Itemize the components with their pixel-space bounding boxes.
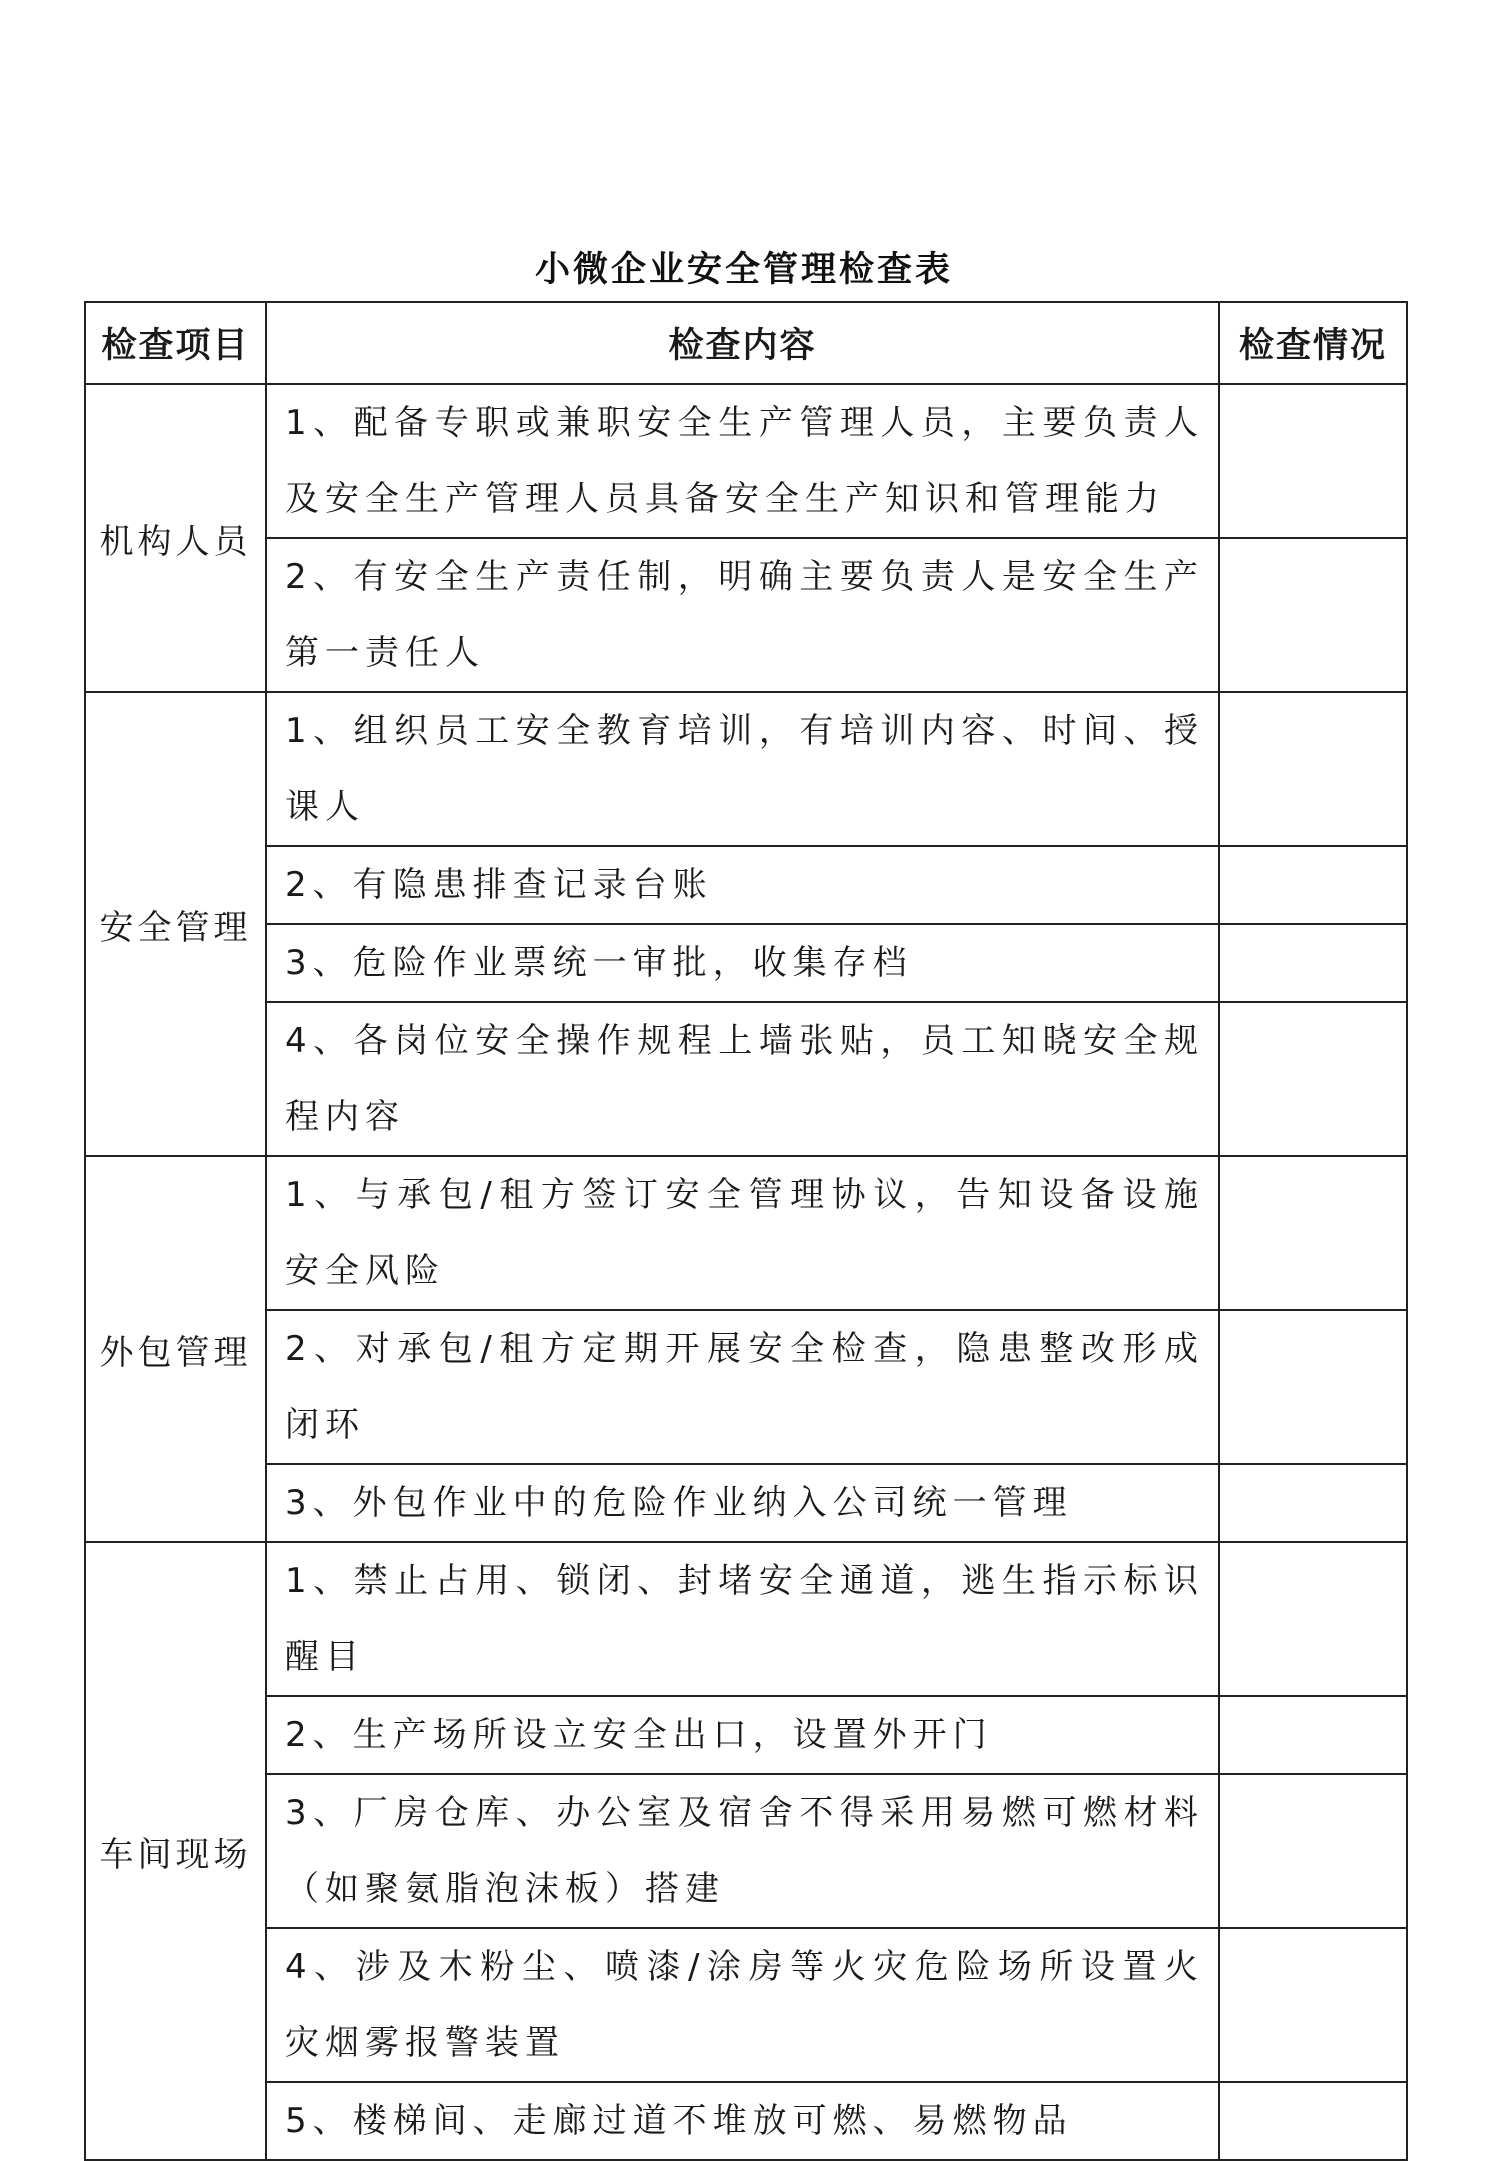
table-row xyxy=(85,1310,1407,1464)
check-content: 3、厂房仓库、办公室及宿舍不得采用易燃可燃材料（如聚氨脂泡沫板）搭建 xyxy=(266,1774,1219,1928)
table-row xyxy=(85,538,1407,692)
table-row xyxy=(85,692,1407,846)
check-status-cell[interactable] xyxy=(1219,846,1407,924)
check-content: 4、各岗位安全操作规程上墙张贴，员工知晓安全规程内容 xyxy=(266,1002,1219,1156)
table-row xyxy=(85,1774,1407,1928)
group-name: 安全管理 xyxy=(85,692,266,1156)
check-content: 5、楼梯间、走廊过道不堆放可燃、易燃物品 xyxy=(266,2082,1219,2160)
check-content: 2、对承包/租方定期开展安全检查，隐患整改形成闭环 xyxy=(266,1310,1219,1464)
check-content: 2、有隐患排查记录台账 xyxy=(266,846,1219,924)
table-row xyxy=(85,1928,1407,2082)
check-status-cell[interactable] xyxy=(1219,1542,1407,1696)
check-status-cell[interactable] xyxy=(1219,692,1407,846)
table-row xyxy=(85,1002,1407,1156)
check-status-cell[interactable] xyxy=(1219,538,1407,692)
table-row xyxy=(85,1542,1407,1696)
table-row xyxy=(85,846,1407,924)
check-content: 1、与承包/租方签订安全管理协议，告知设备设施安全风险 xyxy=(266,1156,1219,1310)
header-content: 检查内容 xyxy=(266,302,1219,384)
check-status-cell[interactable] xyxy=(1219,1464,1407,1542)
check-content: 3、危险作业票统一审批，收集存档 xyxy=(266,924,1219,1002)
check-content: 2、有安全生产责任制，明确主要负责人是安全生产第一责任人 xyxy=(266,538,1219,692)
table-row xyxy=(85,384,1407,538)
inspection-table xyxy=(84,301,1408,2161)
check-content: 1、组织员工安全教育培训，有培训内容、时间、授课人 xyxy=(266,692,1219,846)
check-content: 1、禁止占用、锁闭、封堵安全通道，逃生指示标识醒目 xyxy=(266,1542,1219,1696)
header-item: 检查项目 xyxy=(85,302,266,384)
header-status: 检查情况 xyxy=(1219,302,1407,384)
document-title: 小微企业安全管理检查表 xyxy=(534,250,953,290)
group-name: 车间现场 xyxy=(85,1542,266,2160)
check-status-cell[interactable] xyxy=(1219,1156,1407,1310)
table-row xyxy=(85,1156,1407,1310)
check-status-cell[interactable] xyxy=(1219,1696,1407,1774)
check-status-cell[interactable] xyxy=(1219,1002,1407,1156)
check-status-cell[interactable] xyxy=(1219,2082,1407,2160)
check-content: 2、生产场所设立安全出口，设置外开门 xyxy=(266,1696,1219,1774)
table-header-row xyxy=(85,302,1407,384)
check-content: 3、外包作业中的危险作业纳入公司统一管理 xyxy=(266,1464,1219,1542)
check-status-cell[interactable] xyxy=(1219,1774,1407,1928)
check-status-cell[interactable] xyxy=(1219,1310,1407,1464)
group-name: 机构人员 xyxy=(85,384,266,692)
check-status-cell[interactable] xyxy=(1219,384,1407,538)
table-row xyxy=(85,2082,1407,2160)
check-content: 1、配备专职或兼职安全生产管理人员，主要负责人及安全生产管理人员具备安全生产知识和管理能力 xyxy=(266,384,1219,538)
table-row xyxy=(85,924,1407,1002)
table-row xyxy=(85,1464,1407,1542)
check-status-cell[interactable] xyxy=(1219,924,1407,1002)
check-content: 4、涉及木粉尘、喷漆/涂房等火灾危险场所设置火灾烟雾报警装置 xyxy=(266,1928,1219,2082)
group-name: 外包管理 xyxy=(85,1156,266,1542)
check-status-cell[interactable] xyxy=(1219,1928,1407,2082)
table-row xyxy=(85,1696,1407,1774)
